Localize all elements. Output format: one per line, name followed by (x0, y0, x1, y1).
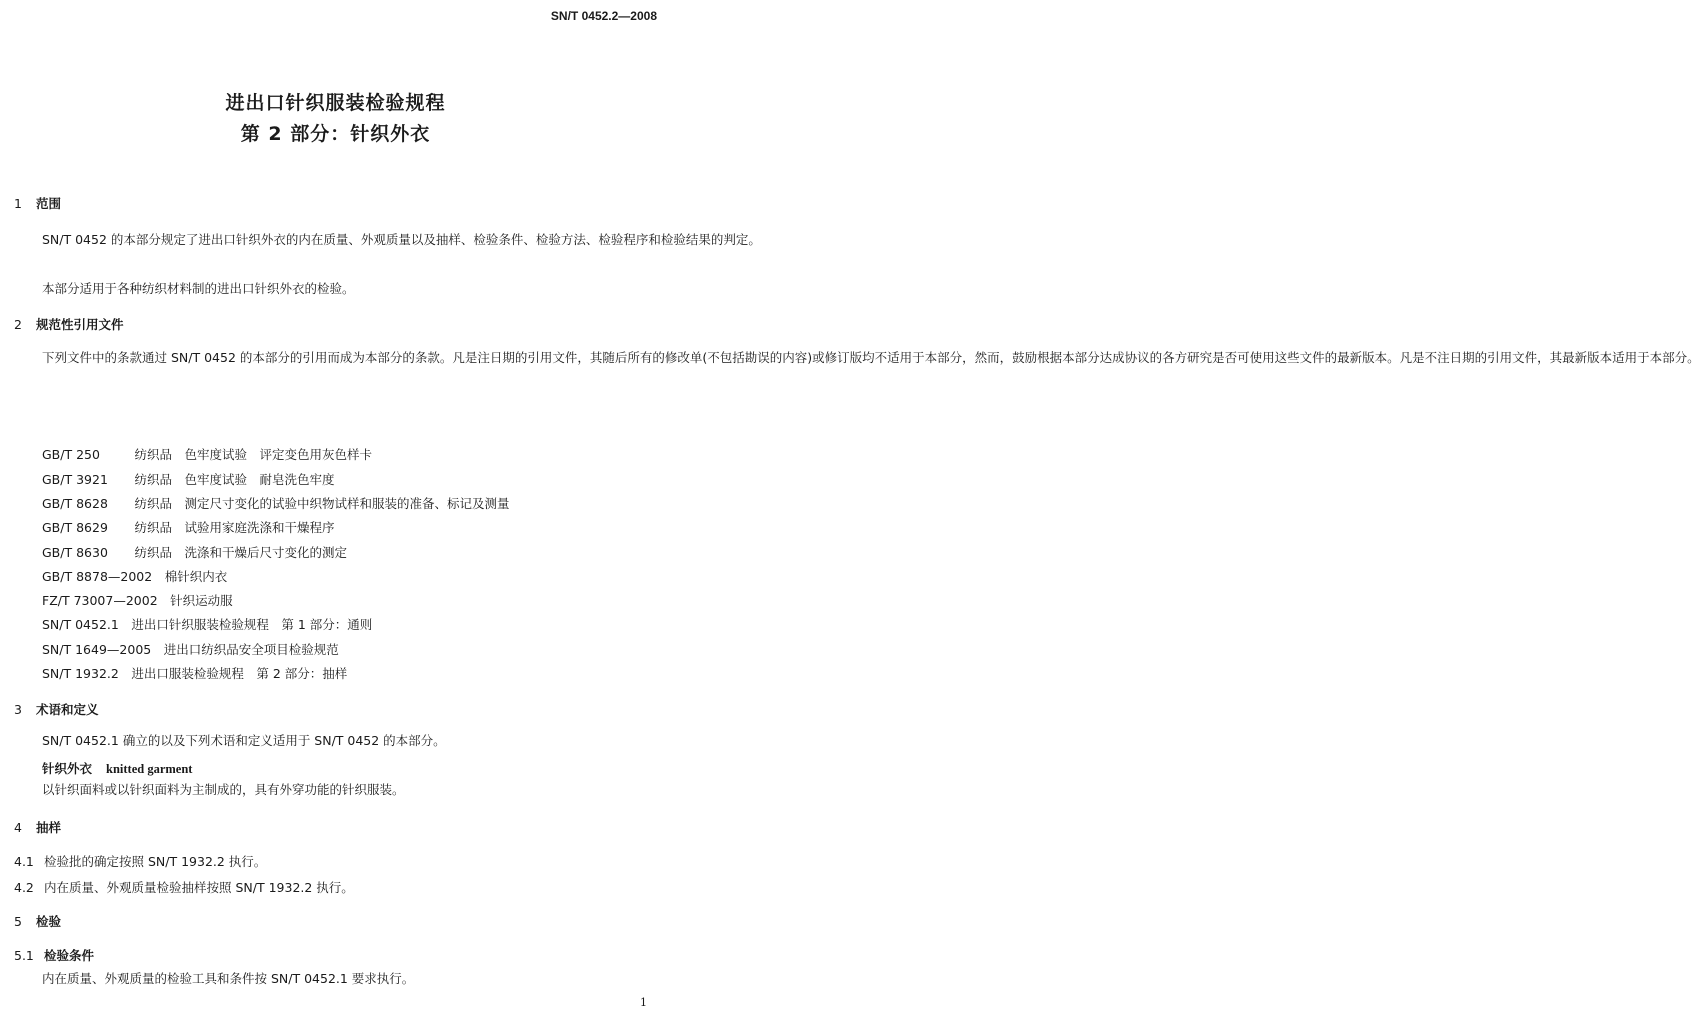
reference-item (42, 494, 510, 512)
reference-code: GB/T 8629 (42, 520, 108, 535)
section-heading-5 (14, 912, 61, 930)
reference-title: 棉针织内衣 (164, 569, 228, 584)
reference-code: GB/T 8630 (42, 545, 108, 560)
term-chinese: 针织外衣 (42, 761, 93, 776)
reference-title: 进出口服装检验规程 第 2 部分：抽样 (131, 666, 348, 681)
reference-item (42, 567, 227, 585)
reference-code: GB/T 8878—2002 (42, 569, 153, 584)
reference-title: 纺织品 试验用家庭洗涤和干燥程序 (134, 520, 335, 535)
section-title: 检验 (36, 914, 62, 929)
section-number: 4 (14, 820, 22, 835)
document-title: 进出口针织服装检验规程 (225, 92, 446, 114)
section-heading-4 (14, 818, 61, 836)
reference-code: GB/T 8628 (42, 496, 108, 511)
reference-item (42, 518, 335, 536)
clause-number: 4.1 (14, 854, 34, 869)
paragraph: 内在质量、外观质量的检验工具和条件按 SN/T 0452.1 要求执行。 (42, 971, 415, 986)
reference-item (42, 664, 347, 682)
paragraph: 下列文件中的条款通过 SN/T 0452 的本部分的引用而成为本部分的条款。凡是注日期的引用文件，其随后所有的修改单(不包括勘误的内容)或修订版均不适用于本部分，然而，鼓励根据本部分达成协议的各方研究是否可使用这些文件的最新版本。凡是不注日期的引用文件，其最新版本适用于本部分。 (42, 350, 1700, 365)
reference-item (42, 591, 233, 609)
clause-number: 4.2 (14, 880, 34, 895)
document-subtitle: 第 2 部分：针织外衣 (240, 123, 431, 145)
reference-item (42, 640, 339, 658)
reference-item (42, 470, 335, 488)
section-title: 范围 (36, 196, 62, 211)
reference-title: 纺织品 洗涤和干燥后尺寸变化的测定 (134, 545, 348, 560)
section-heading-1 (14, 194, 61, 212)
reference-item (42, 543, 347, 561)
subsection-heading-5-1 (14, 946, 94, 964)
reference-title: 纺织品 色牢度试验 耐皂洗色牢度 (134, 472, 335, 487)
reference-code: SN/T 1932.2 (42, 666, 119, 681)
paragraph: SN/T 0452 的本部分规定了进出口针织外衣的内在质量、外观质量以及抽样、检验条件、检验方法、检验程序和检验结果的判定。 (42, 232, 761, 247)
page-number: 1 (640, 996, 647, 1009)
term-definition: 以针织面料或以针织面料为主制成的，具有外穿功能的针织服装。 (42, 782, 405, 797)
section-heading-2 (14, 315, 124, 333)
section-heading-3 (14, 700, 99, 718)
section-number: 1 (14, 196, 22, 211)
section-title: 规范性引用文件 (36, 317, 124, 332)
clause-text: 检验批的确定按照 SN/T 1932.2 执行。 (44, 854, 267, 869)
reference-title: 纺织品 色牢度试验 评定变色用灰色样卡 (134, 447, 373, 462)
reference-title: 进出口纺织品安全项目检验规范 (163, 642, 339, 657)
section-number: 2 (14, 317, 22, 332)
reference-item (42, 445, 372, 463)
reference-item (42, 615, 372, 633)
clause-4-2 (14, 878, 354, 896)
reference-title: 针织运动服 (170, 593, 233, 608)
section-number: 5 (14, 914, 22, 929)
reference-code: FZ/T 73007—2002 (42, 593, 158, 608)
subsection-title: 检验条件 (44, 948, 95, 963)
clause-number: 5.1 (14, 948, 34, 963)
reference-code: GB/T 3921 (42, 472, 108, 487)
clause-4-1 (14, 852, 266, 870)
term-english: knitted garment (106, 762, 193, 776)
reference-code: SN/T 1649—2005 (42, 642, 152, 657)
reference-title: 进出口针织服装检验规程 第 1 部分：通则 (131, 617, 373, 632)
reference-code: SN/T 0452.1 (42, 617, 119, 632)
reference-title: 纺织品 测定尺寸变化的试验中织物试样和服装的准备、标记及测量 (134, 496, 510, 511)
section-number: 3 (14, 702, 22, 717)
clause-text: 内在质量、外观质量检验抽样按照 SN/T 1932.2 执行。 (44, 880, 354, 895)
paragraph: SN/T 0452.1 确立的以及下列术语和定义适用于 SN/T 0452 的本部分。 (42, 733, 446, 748)
term-entry (42, 759, 192, 777)
paragraph: 本部分适用于各种纺织材料制的进出口针织外衣的检验。 (42, 281, 355, 296)
reference-code: GB/T 250 (42, 447, 100, 462)
section-title: 抽样 (36, 820, 62, 835)
section-title: 术语和定义 (36, 702, 99, 717)
standard-number: SN/T 0452.2—2008 (550, 9, 657, 23)
